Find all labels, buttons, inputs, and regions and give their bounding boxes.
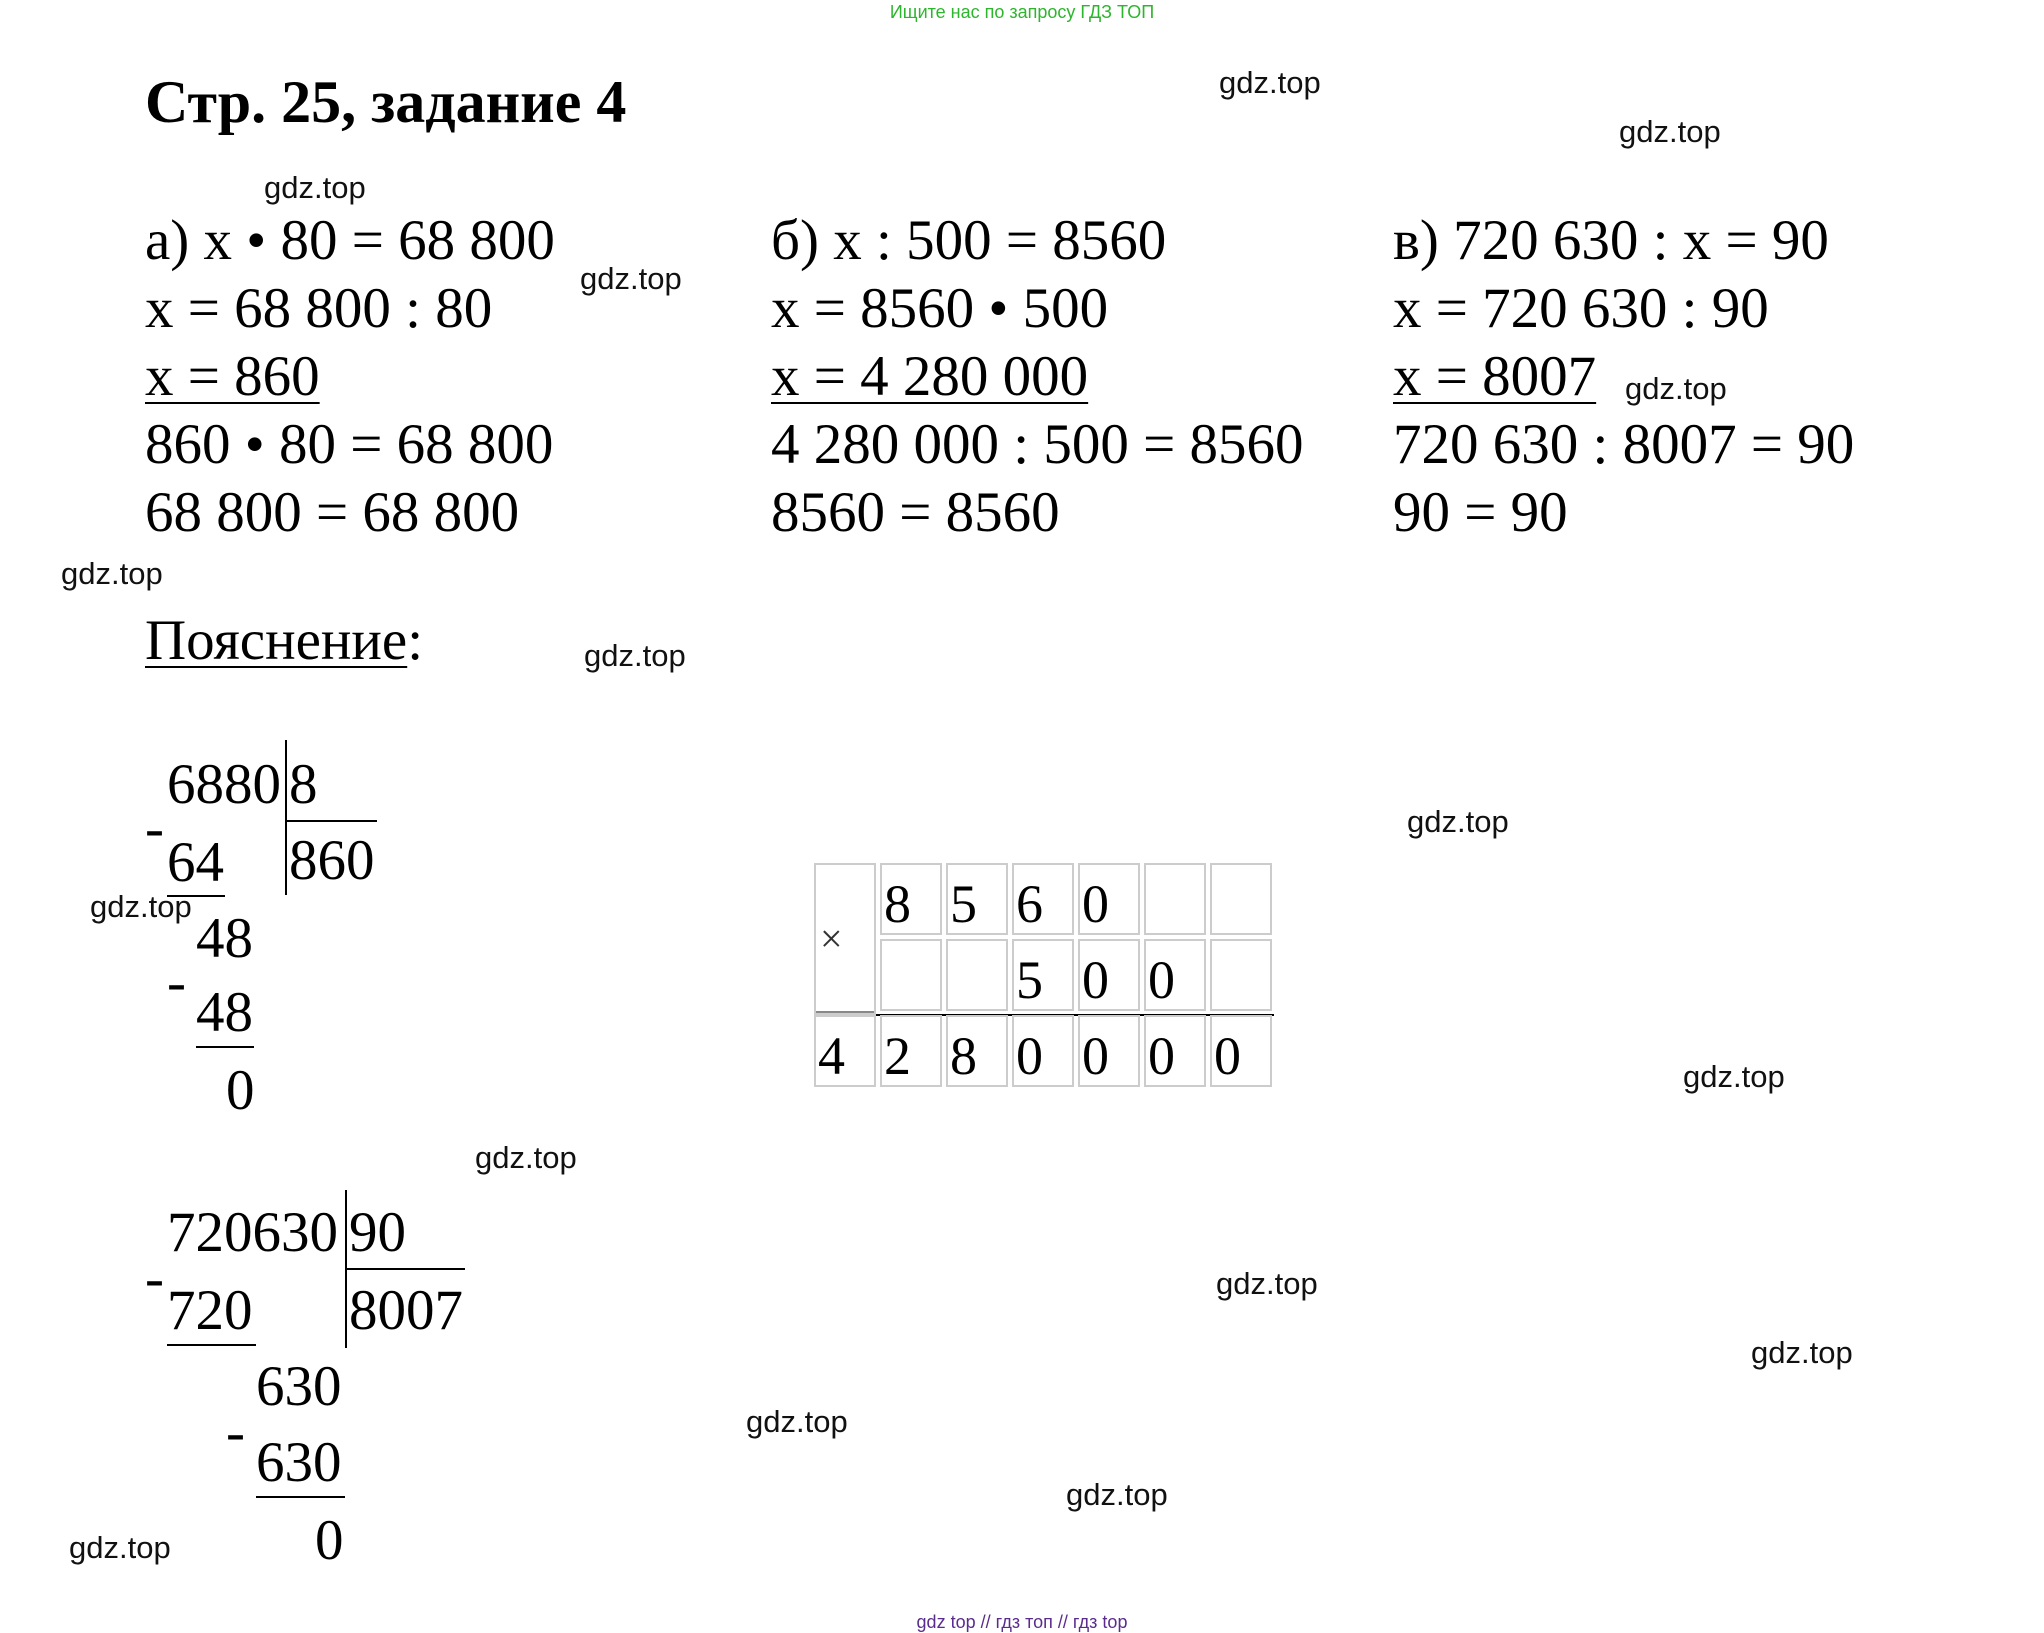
- division2-minus-2: -: [226, 1401, 245, 1464]
- equation-b-check-result: 8560 = 8560: [771, 481, 1060, 544]
- watermark: gdz.top: [264, 170, 366, 205]
- product-digit: 0: [1016, 1026, 1043, 1086]
- column-multiplication: [814, 863, 1274, 1093]
- watermark: gdz.top: [1625, 371, 1727, 406]
- equation-c-check-result: 90 = 90: [1393, 481, 1568, 544]
- product-digit: 8: [950, 1026, 977, 1086]
- watermark: gdz.top: [584, 638, 686, 673]
- multiply-sign: ×: [820, 916, 843, 961]
- grid-cell: [1210, 939, 1272, 1011]
- watermark: gdz.top: [1219, 65, 1321, 100]
- equation-b-line-1: б) x : 500 = 8560: [771, 209, 1167, 272]
- division1-subtrahend-2: 48: [196, 981, 253, 1044]
- division2-line-1: [167, 1344, 256, 1346]
- equation-a-line-2: x = 68 800 : 80: [145, 277, 493, 340]
- grid-cell: [1144, 863, 1206, 935]
- product-digit: 4: [818, 1026, 845, 1086]
- division1-divisor-line: [287, 820, 377, 822]
- product-digit: 2: [884, 1026, 911, 1086]
- top-banner: Ищите нас по запросу ГДЗ ТОП: [889, 2, 1155, 22]
- division2-divisor: 90: [349, 1201, 406, 1264]
- division1-remainder-1: 48: [196, 907, 253, 970]
- product-digit: 0: [1214, 1026, 1241, 1086]
- division2-quotient: 8007: [349, 1279, 463, 1342]
- division1-dividend: 6880: [167, 753, 281, 816]
- division1-subtrahend-1: 64: [167, 831, 224, 894]
- equation-b-check: 4 280 000 : 500 = 8560: [771, 413, 1304, 476]
- product-digit: 0: [1082, 1026, 1109, 1086]
- explanation-heading: [145, 609, 424, 672]
- multiplicand-digit: 6: [1016, 874, 1043, 934]
- equation-c-answer: x = 8007: [1393, 345, 1597, 408]
- division2-subtrahend-2: 630: [256, 1431, 342, 1494]
- division1-vertical-bar: [285, 740, 287, 895]
- multiplier-digit: 0: [1148, 950, 1175, 1010]
- equation-c-line-1: в) 720 630 : x = 90: [1393, 209, 1829, 272]
- watermark: gdz.top: [1066, 1477, 1168, 1512]
- watermark: gdz.top: [90, 889, 192, 924]
- division2-remainder-2: 0: [315, 1509, 344, 1572]
- watermark: gdz.top: [1619, 114, 1721, 149]
- equation-b-answer: x = 4 280 000: [771, 345, 1089, 408]
- watermark: gdz.top: [1407, 804, 1509, 839]
- grid-cell: [880, 939, 942, 1011]
- watermark: gdz.top: [1683, 1059, 1785, 1094]
- product-digit: 0: [1148, 1026, 1175, 1086]
- division1-minus-1: -: [145, 797, 164, 860]
- watermark: gdz.top: [475, 1140, 577, 1175]
- multiplicand-digit: 5: [950, 874, 977, 934]
- division1-divisor: 8: [289, 753, 318, 816]
- multiplier-digit: 0: [1082, 950, 1109, 1010]
- division2-remainder-1: 630: [256, 1355, 342, 1418]
- footer-links: gdz top // гдз топ // гдз top: [916, 1612, 1128, 1632]
- division1-minus-2: -: [167, 951, 186, 1014]
- equation-b-line-2: x = 8560 • 500: [771, 277, 1109, 340]
- grid-cell: [946, 939, 1008, 1011]
- division2-minus-1: -: [145, 1247, 164, 1310]
- explanation-colon: :: [407, 609, 424, 672]
- equation-a-answer: x = 860: [145, 345, 320, 408]
- page-title: Стр. 25, задание 4: [145, 69, 627, 135]
- watermark: gdz.top: [580, 261, 682, 296]
- multiplicand-digit: 8: [884, 874, 911, 934]
- division2-line-2: [256, 1496, 345, 1498]
- multiplicand-digit: 0: [1082, 874, 1109, 934]
- division1-line-2: [196, 1046, 254, 1048]
- equation-a-check: 860 • 80 = 68 800: [145, 413, 554, 476]
- equation-c-check: 720 630 : 8007 = 90: [1393, 413, 1855, 476]
- equation-c-line-2: x = 720 630 : 90: [1393, 277, 1769, 340]
- watermark: gdz.top: [746, 1404, 848, 1439]
- watermark: gdz.top: [69, 1530, 171, 1565]
- explanation-label: Пояснение: [145, 609, 408, 672]
- equation-a-check-result: 68 800 = 68 800: [145, 481, 520, 544]
- division1-quotient: 860: [289, 829, 375, 892]
- watermark: gdz.top: [1216, 1266, 1318, 1301]
- equation-a-line-1: а) x • 80 = 68 800: [145, 209, 555, 272]
- division2-subtrahend-1: 720: [167, 1279, 253, 1342]
- watermark: gdz.top: [61, 556, 163, 591]
- division2-divisor-line: [347, 1268, 465, 1270]
- watermark: gdz.top: [1751, 1335, 1853, 1370]
- division1-remainder-2: 0: [226, 1059, 255, 1122]
- grid-cell: [1210, 863, 1272, 935]
- grid-cell: [814, 863, 876, 1015]
- division2-dividend: 720630: [167, 1201, 338, 1264]
- multiplier-digit: 5: [1016, 950, 1043, 1010]
